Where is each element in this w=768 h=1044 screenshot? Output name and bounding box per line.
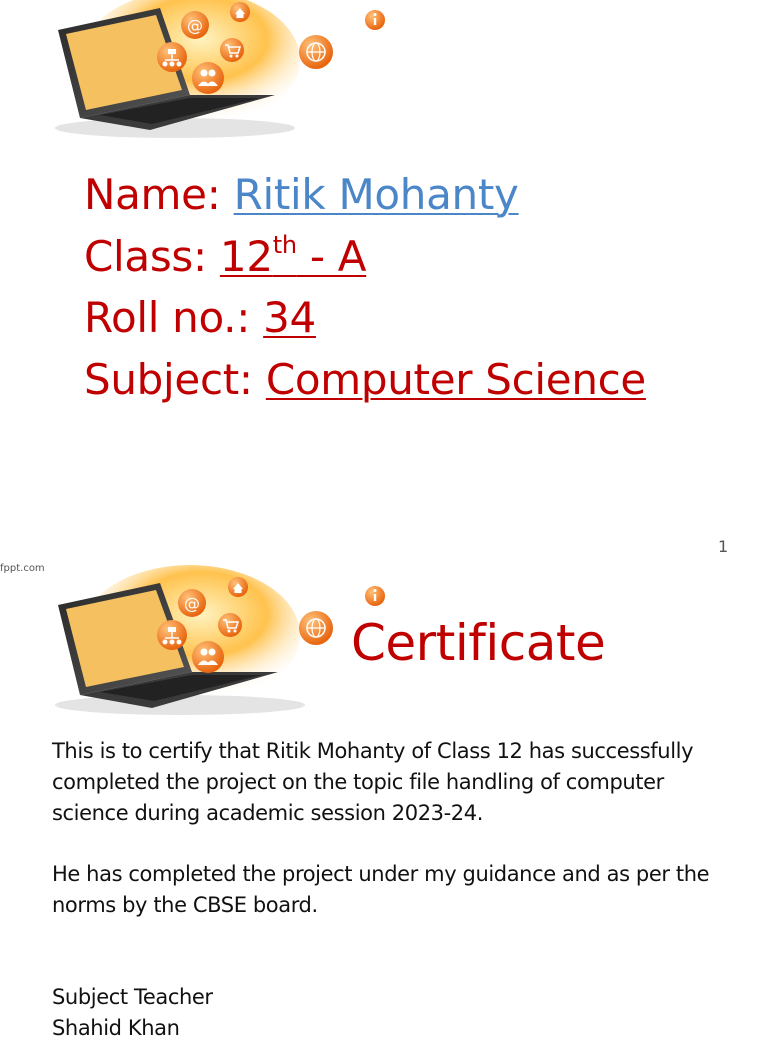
class-value-section: - A bbox=[296, 231, 367, 281]
info-icon bbox=[365, 10, 385, 30]
name-label: Name: bbox=[84, 170, 234, 219]
subject-label: Subject: bbox=[84, 354, 266, 404]
class-value-superscript: th bbox=[272, 230, 297, 259]
class-line bbox=[84, 226, 646, 288]
certificate-title: Certificate bbox=[351, 614, 606, 672]
name-value[interactable]: Ritik Mohanty bbox=[233, 170, 519, 219]
page-number: 1 bbox=[718, 537, 729, 556]
users-icon bbox=[192, 641, 224, 673]
roll-line bbox=[84, 287, 646, 349]
certificate-paragraph-1: This is to certify that Ritik Mohanty of Class 12 has successfully completed the project on the topic file handling of computer science during academic session 2023-24. bbox=[52, 739, 694, 825]
globe-orb-bottom bbox=[298, 610, 334, 646]
globe-icon bbox=[298, 34, 334, 70]
svg-text:@: @ bbox=[184, 594, 200, 613]
class-label: Class: bbox=[84, 231, 220, 281]
network-icon bbox=[157, 42, 187, 72]
shopping-cart-icon bbox=[220, 38, 244, 62]
certificate-paragraph-2: He has completed the project under my guidance and as per the norms by the CBSE board. bbox=[52, 862, 710, 917]
globe-orb-top bbox=[298, 34, 334, 70]
laptop-illustration-top bbox=[40, 0, 380, 145]
network-icon bbox=[157, 620, 187, 650]
signature-name: Shahid Khan bbox=[52, 1016, 180, 1041]
roll-value: 34 bbox=[263, 293, 316, 342]
users-icon bbox=[192, 62, 224, 94]
paragraph-spacer bbox=[52, 828, 742, 859]
svg-text:@: @ bbox=[187, 16, 203, 35]
roll-label: Roll no.: bbox=[84, 293, 264, 342]
home-icon bbox=[228, 577, 248, 597]
subject-value: Computer Science bbox=[265, 354, 646, 404]
student-info-block bbox=[84, 164, 646, 410]
at-sign-icon bbox=[181, 11, 209, 39]
subject-line bbox=[84, 349, 646, 411]
laptop-icon bbox=[40, 575, 390, 720]
at-sign-icon bbox=[178, 589, 206, 617]
globe-icon bbox=[298, 610, 334, 646]
paragraph-spacer bbox=[52, 921, 742, 983]
fppt-watermark: fppt.com bbox=[0, 563, 45, 574]
home-icon bbox=[230, 2, 250, 22]
info-icon bbox=[365, 586, 385, 606]
certificate-body bbox=[52, 736, 742, 1044]
laptop-illustration-bottom bbox=[40, 575, 390, 720]
name-line bbox=[84, 164, 646, 226]
shopping-cart-icon bbox=[218, 613, 242, 637]
signature-role: Subject Teacher bbox=[52, 985, 213, 1010]
class-value-number: 12 bbox=[219, 231, 273, 281]
laptop-icon bbox=[40, 0, 380, 145]
class-value bbox=[220, 232, 366, 281]
